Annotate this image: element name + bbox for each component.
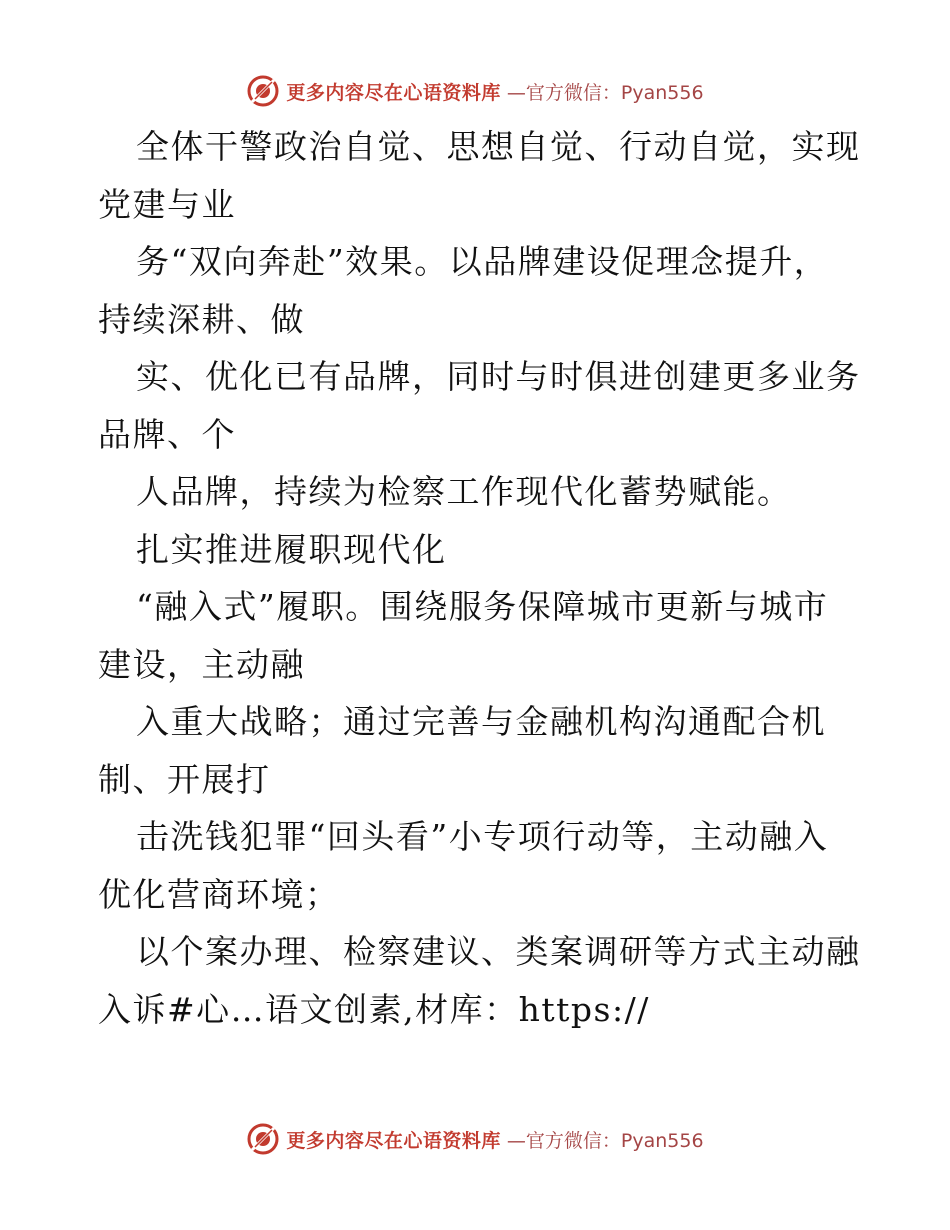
banner-title: 更多内容尽在心语资料库 xyxy=(286,81,501,104)
text-line: 持续深耕、做 xyxy=(98,299,305,339)
text-line: 务“双向奔赴”效果。以品牌建设促理念提升， xyxy=(136,242,829,281)
text-line: 击洗钱犯罪“回头看”小专项行动等，主动融入 xyxy=(136,817,829,856)
text-line: 建设，主动融 xyxy=(98,644,305,684)
logo-icon xyxy=(246,1122,280,1156)
text-line: 人品牌，持续为检察工作现代化蓄势赋能。 xyxy=(136,472,792,511)
text-line: 入诉#心…语文创素,材库：https:// xyxy=(98,989,650,1029)
text-line: 实、优化已有品牌，同时与时俱进创建更多业务 xyxy=(136,357,861,396)
text-line: 品牌、个 xyxy=(98,414,236,454)
text-line: 制、开展打 xyxy=(98,759,271,799)
footer-banner xyxy=(0,1119,950,1159)
document-body xyxy=(98,118,861,1038)
text-line: “融入式”履职。围绕服务保障城市更新与城市 xyxy=(136,587,829,626)
banner-title: 更多内容尽在心语资料库 xyxy=(286,1129,501,1152)
text-line: 党建与业 xyxy=(98,184,236,224)
logo-icon xyxy=(246,74,280,108)
section-heading: 扎实推进履职现代化 xyxy=(136,529,447,569)
banner-contact: —官方微信：Pyan556 xyxy=(506,81,704,104)
text-line: 全体干警政治自觉、思想自觉、行动自觉，实现 xyxy=(136,127,861,166)
header-banner xyxy=(0,71,950,111)
text-line: 以个案办理、检察建议、类案调研等方式主动融 xyxy=(136,932,861,971)
banner-contact: —官方微信：Pyan556 xyxy=(506,1129,704,1152)
text-line: 优化营商环境； xyxy=(98,874,340,914)
text-line: 入重大战略；通过完善与金融机构沟通配合机 xyxy=(136,702,826,741)
